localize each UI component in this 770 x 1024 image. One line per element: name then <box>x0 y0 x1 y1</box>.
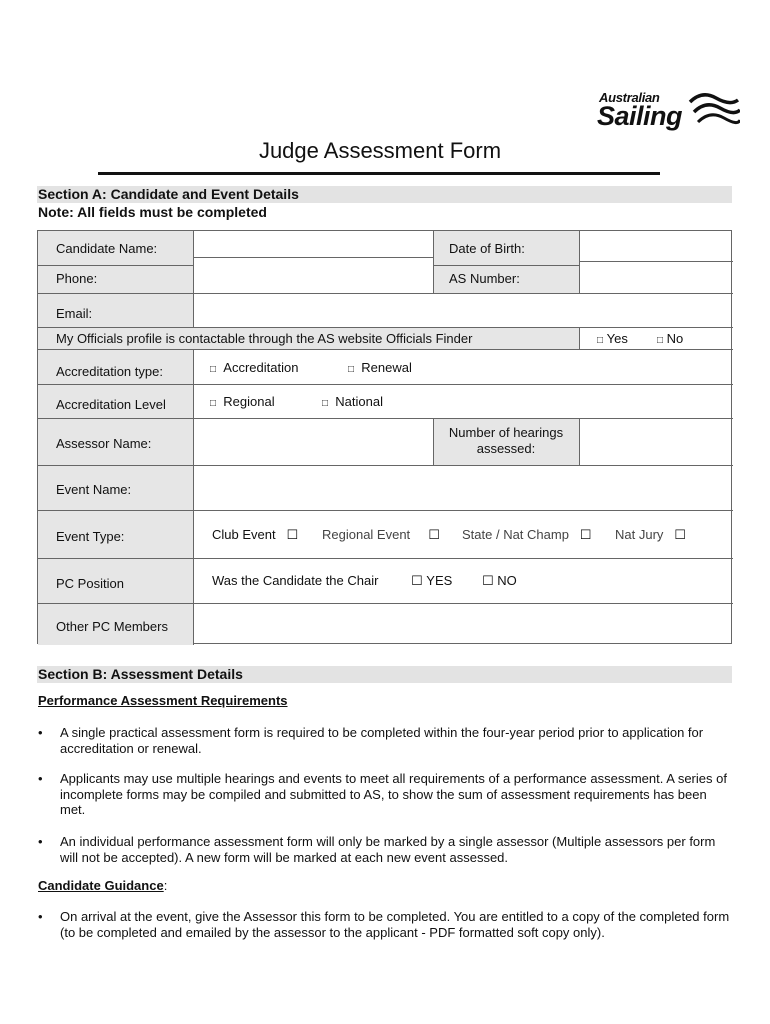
logo-waves-icon <box>688 88 740 130</box>
hearings-assessed-input[interactable] <box>580 419 730 464</box>
bullet-icon: • <box>38 834 43 849</box>
was-chair-label: Was the Candidate the Chair <box>212 573 379 588</box>
checkbox-icon: □ <box>210 398 217 409</box>
candidate-guidance-heading-row <box>38 878 167 893</box>
checkbox-icon: ☐ <box>579 527 592 542</box>
performance-requirements-heading: Performance Assessment Requirements <box>38 693 288 708</box>
date-of-birth-input[interactable] <box>580 233 730 263</box>
nat-jury-option[interactable] <box>615 527 686 543</box>
club-event-option[interactable] <box>212 527 298 543</box>
chair-no-option[interactable] <box>482 573 517 589</box>
list-item-text: On arrival at the event, give the Assessor this form to be completed. You are entitled to a copy of the completed form (to be completed and emailed by the assessor to the applicant - PDF formatted soft copy only). <box>60 909 730 940</box>
state-nat-champ-option[interactable] <box>462 527 591 543</box>
hearings-label-line2: assessed: <box>476 441 536 456</box>
list-item-text: An individual performance assessment form will only be marked by a single assessor (Multiple assessors per form will not be accepted). A new form will be marked at each new event assessed. <box>60 834 716 865</box>
logo-word-sailing: Sailing <box>597 101 683 131</box>
accreditation-level-label: Accreditation Level <box>56 397 166 412</box>
hearings-label-line1: Number of hearings <box>448 425 564 440</box>
checkbox-icon: □ <box>210 364 217 375</box>
chair-yes-option[interactable] <box>411 573 452 589</box>
other-pc-members-input[interactable] <box>194 604 730 644</box>
bullet-icon: • <box>38 771 43 786</box>
renewal-option[interactable] <box>348 360 412 375</box>
event-name-label: Event Name: <box>56 482 132 497</box>
bullet-icon: • <box>38 909 43 924</box>
guidance-colon: : <box>163 878 168 893</box>
event-name-input[interactable] <box>194 466 730 509</box>
checkbox-icon: □ <box>657 335 664 346</box>
checkbox-icon: □ <box>348 364 355 375</box>
checkbox-icon: □ <box>597 335 604 346</box>
chair-no-label: NO <box>497 573 517 588</box>
checkbox-icon: ☐ <box>411 573 423 588</box>
regional-event-option[interactable] <box>322 527 440 543</box>
pc-position-label: PC Position <box>56 576 124 591</box>
candidate-name-label: Candidate Name: <box>56 241 158 256</box>
assessor-name-input[interactable] <box>194 419 430 464</box>
chair-yes-label: YES <box>426 573 453 588</box>
list-item-text: Applicants may use multiple hearings and events to meet all requirements of a performance assessment. A series of incomplete forms may be compiled and submitted to AS, to show the sum of assessment requirements has been met. <box>60 771 727 817</box>
national-option[interactable] <box>322 394 383 409</box>
page-title: Judge Assessment Form <box>258 138 502 163</box>
regional-option[interactable] <box>210 394 275 409</box>
state-nat-champ-label: State / Nat Champ <box>462 527 569 542</box>
checkbox-icon: □ <box>322 398 329 409</box>
nat-jury-label: Nat Jury <box>615 527 664 542</box>
officials-profile-label: My Officials profile is contactable through the AS website Officials Finder <box>56 331 473 346</box>
phone-input[interactable] <box>194 266 430 292</box>
event-type-label: Event Type: <box>56 529 125 544</box>
email-label: Email: <box>56 306 93 321</box>
section-b-title: Section B: Assessment Details <box>38 666 243 682</box>
as-number-label: AS Number: <box>449 271 520 286</box>
candidate-name-input[interactable] <box>194 233 430 263</box>
section-a-title: Section A: Candidate and Event Details <box>38 186 299 202</box>
list-item-text: A single practical assessment form is required to be completed within the four-year period prior to application for accreditation or renewal. <box>60 725 704 756</box>
candidate-details-form <box>37 230 732 644</box>
checkbox-icon: ☐ <box>482 573 494 588</box>
checkbox-icon: ☐ <box>286 527 299 542</box>
checkbox-icon: ☐ <box>674 527 686 542</box>
officials-yes-option[interactable] <box>597 331 628 346</box>
officials-no-label: No <box>666 331 684 346</box>
officials-yes-label: Yes <box>606 331 628 346</box>
checkbox-icon: ☐ <box>428 527 440 542</box>
logo-word-australian: Australian <box>599 90 660 105</box>
accreditation-type-label: Accreditation type: <box>56 364 163 379</box>
assessor-name-label: Assessor Name: <box>56 436 152 451</box>
candidate-guidance-heading: Candidate Guidance <box>38 878 164 893</box>
regional-option-label: Regional <box>223 394 275 409</box>
bullet-icon: • <box>38 725 43 740</box>
australian-sailing-logo <box>596 86 742 138</box>
accreditation-option[interactable] <box>210 360 298 375</box>
officials-no-option[interactable] <box>657 331 683 346</box>
section-a-note: Note: All fields must be completed <box>38 204 267 220</box>
club-event-label: Club Event <box>212 527 276 542</box>
regional-event-label: Regional Event <box>322 527 411 542</box>
other-pc-members-label: Other PC Members <box>56 619 168 634</box>
national-option-label: National <box>335 394 383 409</box>
phone-label: Phone: <box>56 271 98 286</box>
email-input[interactable] <box>194 294 730 326</box>
as-number-input[interactable] <box>580 266 730 292</box>
accreditation-option-label: Accreditation <box>223 360 299 375</box>
renewal-option-label: Renewal <box>361 360 412 375</box>
date-of-birth-label: Date of Birth: <box>449 241 525 256</box>
title-underline <box>98 172 660 175</box>
